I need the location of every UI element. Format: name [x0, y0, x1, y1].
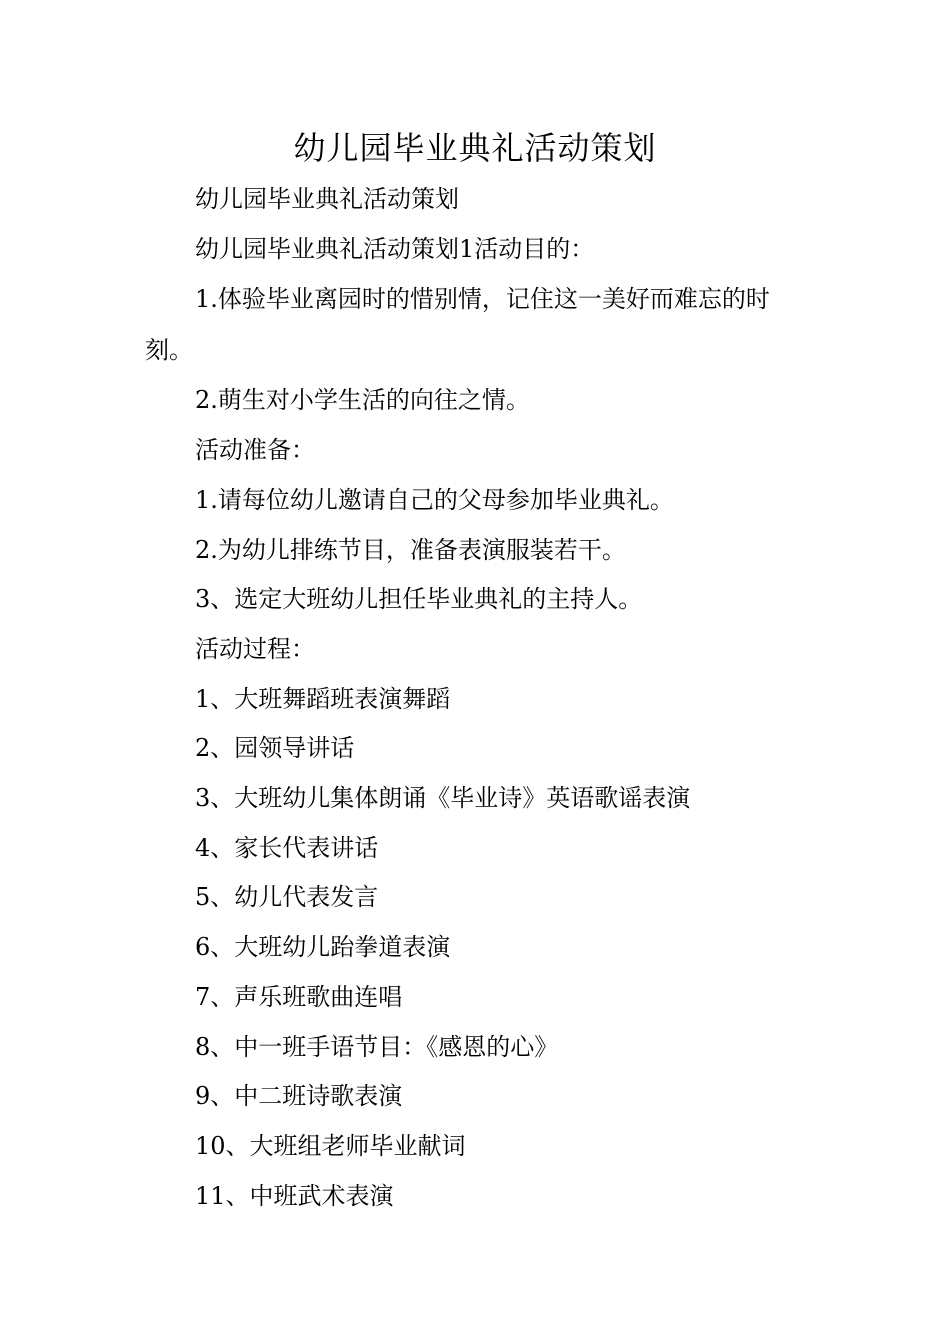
process-heading: 活动过程： [195, 634, 315, 663]
purpose-item-1: 1.体验毕业离园时的惜别情，记住这一美好而难忘的时刻。 [145, 285, 770, 365]
process-item-3: 3、大班幼儿集体朗诵《毕业诗》英语歌谣表演 [195, 784, 691, 813]
preparation-item-1: 1.请每位幼儿邀请自己的父母参加毕业典礼。 [195, 485, 674, 514]
process-item-1: 1、大班舞蹈班表演舞蹈 [195, 684, 451, 713]
process-item-11: 11、中班武术表演 [195, 1181, 394, 1210]
subtitle-paragraph: 幼儿园毕业典礼活动策划 [195, 185, 459, 213]
process-item-7: 7、声乐班歌曲连唱 [195, 982, 403, 1011]
document-body [145, 175, 810, 1221]
process-item-9: 9、中二班诗歌表演 [195, 1082, 403, 1111]
process-item-4: 4、家长代表讲话 [195, 833, 379, 862]
document-title: 幼儿园毕业典礼活动策划 [293, 129, 657, 167]
process-item-6: 6、大班幼儿跆拳道表演 [195, 933, 451, 962]
process-item-2: 2、园领导讲话 [195, 734, 355, 763]
process-item-10: 10、大班组老师毕业献词 [195, 1131, 466, 1160]
preparation-item-2: 2.为幼儿排练节目，准备表演服装若干。 [195, 535, 626, 564]
preparation-heading: 活动准备： [195, 436, 315, 465]
process-item-5: 5、幼儿代表发言 [195, 883, 379, 912]
process-item-8: 8、中一班手语节目：《感恩的心》 [195, 1032, 559, 1061]
preparation-item-3: 3、选定大班幼儿担任毕业典礼的主持人。 [195, 585, 643, 614]
purpose-item-2: 2.萌生对小学生活的向往之情。 [195, 386, 530, 415]
purpose-heading: 幼儿园毕业典礼活动策划1活动目的： [195, 234, 595, 263]
